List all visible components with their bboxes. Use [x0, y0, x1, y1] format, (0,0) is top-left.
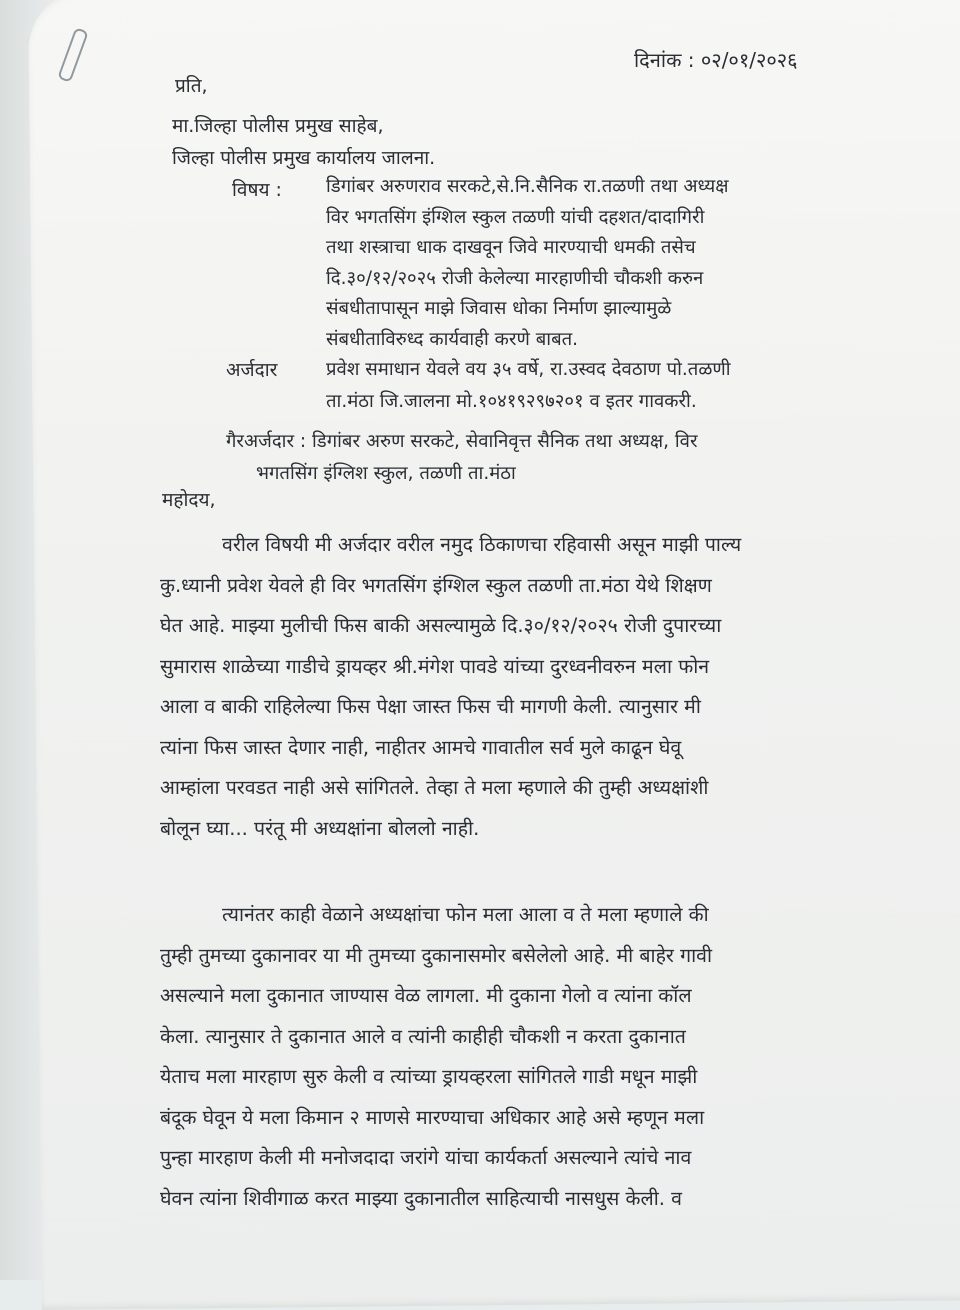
respondent-line: भगतसिंग इंग्लिश स्कुल, तळणी ता.मंठा: [256, 463, 516, 484]
subject-line: संबधीताविरुध्द कार्यवाही करणे बाबत.: [326, 328, 579, 350]
body-line: त्यांना फिस जास्त देणार नाही, नाहीतर आमचे गावातील सर्व मुले काढून घेवू: [160, 735, 682, 759]
salutation: महोदय,: [162, 489, 216, 511]
body-line: कु.ध्यानी प्रवेश येवले ही विर भगतसिंग इंग्शिल स्कुल तळणी ता.मंठा येथे शिक्षण: [160, 573, 712, 597]
applicant-label: अर्जदार: [226, 359, 278, 381]
applicant-line: ता.मंठा जि.जालना मो.१०४१९२९७२०१ व इतर गावकरी.: [326, 391, 697, 412]
paragraph-2: [160, 895, 890, 1219]
subject-text: [326, 172, 866, 355]
applicant-details: [326, 354, 731, 418]
body-line: केला. त्यानुसार ते दुकानात आले व त्यांनी काहीही चौकशी न करता दुकानात: [160, 1024, 686, 1048]
recipient-line-1: प्रति,: [175, 75, 208, 97]
body-line: आला व बाकी राहिलेल्या फिस पेक्षा जास्त फिस ची मागणी केली. त्यानुसार मी: [160, 695, 701, 718]
subject-label: विषय :: [232, 179, 282, 201]
body-line: असल्याने मला दुकानात जाण्यास वेळ लागला. मी दुकाना गेलो व त्यांना कॉल: [160, 984, 692, 1007]
body-line: येताच मला मारहाण सुरु केली व त्यांच्या ड्रायव्हरला सांगितले गाडी मधून माझी: [160, 1065, 698, 1088]
paragraph-1: [160, 525, 890, 849]
body-line: पुन्हा मारहाण केली मी मनोजदादा जरांगे यांचा कार्यकर्ता असल्याने त्यांचे नाव: [160, 1146, 692, 1169]
subject-line: डिगांबर अरुणराव सरकटे,से.नि.सैनिक रा.तळणी तथा अध्यक्ष: [326, 176, 729, 197]
subject-line: विर भगतसिंग इंग्शिल स्कुल तळणी यांची दहशत/दादागिरी: [326, 206, 705, 228]
applicant-line: प्रवेश समाधान येवले वय ३५ वर्षे, रा.उस्वद देवठाण पो.तळणी: [326, 359, 731, 380]
body-line: आम्हांला परवडत नाही असे सांगितले. तेव्हा ते मला म्हणाले की तुम्ही अध्यक्षांशी: [160, 776, 709, 799]
body-line: त्यानंतर काही वेळाने अध्यक्षांचा फोन मला आला व ते मला म्हणाले की: [222, 903, 709, 926]
subject-line: संबधीतापासून माझे जिवास धोका निर्माण झाल्यामुळे: [326, 298, 672, 319]
body-line: घेत आहे. माझ्या मुलीची फिस बाकी असल्यामुळे दि.३०/१२/२०२५ रोजी दुपारच्या: [160, 614, 722, 637]
body-line: तुम्ही तुमच्या दुकानावर या मी तुमच्या दुकानासमोर बसेलेलो आहे. मी बाहेर गावी: [160, 943, 713, 967]
subject-line: तथा शस्त्राचा धाक दाखवून जिवे मारण्याची धमकी तसेच: [326, 237, 696, 258]
recipient-line-3: जिल्हा पोलीस प्रमुख कार्यालय जालना.: [172, 147, 436, 169]
body-line: सुमारास शाळेच्या गाडीचे ड्रायव्हर श्री.मंगेश पावडे यांच्या दुरध्वनीवरुन मला फोन: [160, 654, 710, 678]
body-line: वरील विषयी मी अर्जदार वरील नमुद ठिकाणचा रहिवासी असून माझी पाल्य: [222, 533, 742, 556]
respondent-details: [226, 426, 698, 490]
recipient-line-2: मा.जिल्हा पोलीस प्रमुख साहेब,: [172, 115, 384, 137]
body-line: बंदूक घेवून ये मला किमान २ माणसे मारण्याचा अधिकार आहे असे म्हणून मला: [160, 1105, 705, 1129]
body-line: घेवन त्यांना शिवीगाळ करत माझ्या दुकानातील साहित्याची नासधुस केली. व: [160, 1186, 682, 1210]
body-line: बोलून घ्या... परंतू मी अध्यक्षांना बोललो नाही.: [160, 816, 480, 840]
subject-line: दि.३०/१२/२०२५ रोजी केलेल्या मारहाणीची चौकशी करुन: [326, 267, 704, 289]
respondent-line: गैरअर्जदार : डिगांबर अरुण सरकटे, सेवानिवृत्त सैनिक तथा अध्यक्ष, विर: [226, 431, 698, 452]
letter-date: दिनांक : ०२/०१/२०२६: [634, 48, 798, 72]
